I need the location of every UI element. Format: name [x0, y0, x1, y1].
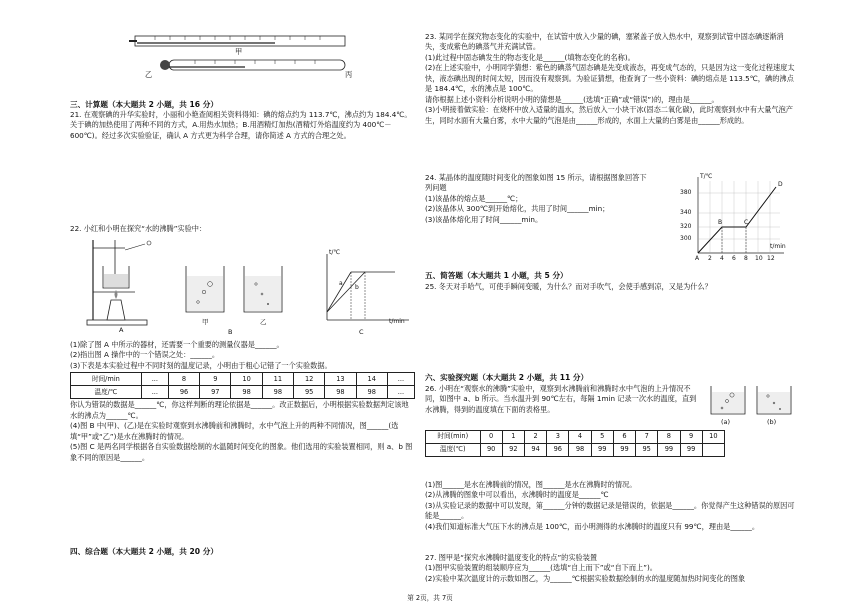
- question-25: [425, 282, 795, 292]
- question-22-parts: [70, 340, 415, 463]
- question-26: [425, 384, 700, 415]
- section-4-title: 四、综合题（本大题共 2 小题，共 20 分）: [70, 547, 218, 556]
- table-cell: 97: [200, 386, 231, 399]
- table-cell: 7: [636, 431, 658, 444]
- table-cell: 98: [325, 386, 356, 399]
- table-cell: 5: [591, 431, 613, 444]
- table-cell: 14: [356, 373, 387, 386]
- question-text: 冬天对手哈气，可使手瞬间变暖，为什么？而对手吹气，会使手感到凉，又是为什么？: [438, 282, 712, 291]
- graph-xlabel: t/min: [770, 243, 786, 250]
- table-cell: 2: [524, 431, 546, 444]
- graph-xtick: 2: [708, 255, 712, 262]
- q26-part-2: (2)从沸腾的图象中可以看出，水沸腾时的温度是______℃: [425, 490, 609, 500]
- table-cell: ...: [387, 386, 414, 399]
- table-cell: 13: [325, 373, 356, 386]
- question-number: 23.: [425, 32, 437, 41]
- table-cell: 9: [680, 431, 702, 444]
- q23-part-2b: 请你根据上述小资料分析说明小明的猜想是______(选填“正确”或“错误”)的，理由是______。: [425, 94, 719, 104]
- q23-part-2: (2)在上述实验中，小明同学猜想：紫色的碘蒸气固态碘是先变成液态，再变成气态的，只是因为这一变化过程速度太快，液态碘出现的时间太短，因而没有观察到。为验证猜想，他查询了一些小资料：碘的熔点是 113.5℃，碘的沸点是 184.4℃，水的沸点是 100℃。: [425, 63, 795, 94]
- table-cell: ...: [141, 386, 168, 399]
- graph-point-c: C: [744, 219, 749, 226]
- table-cell: 1: [502, 431, 524, 444]
- table-cell: ...: [141, 373, 168, 386]
- question-number: 27.: [425, 553, 437, 562]
- section-5-title: 五、简答题（本大题共 1 小题，共 5 分）: [425, 271, 568, 280]
- q24-graph: [680, 173, 792, 265]
- graph-c-point-b: b: [355, 284, 359, 291]
- table-row: [426, 444, 725, 457]
- right-column: [425, 0, 795, 608]
- q26-data-table: [425, 430, 725, 457]
- question-number: 26.: [425, 384, 437, 393]
- graph-xtick: 6: [732, 255, 736, 262]
- question-text: 小明在“观察水的沸腾”实验中，观察到水沸腾前和沸腾时水中气泡的上升情况不同，如图中 a、b 所示。当水温升到 90℃左右，每隔 1min 记录一次水的温度，直到水沸腾，得到的温度填在下面的表格里。: [425, 384, 697, 414]
- thermometer-label-b: 乙: [145, 70, 153, 79]
- question-number: 22.: [70, 224, 82, 233]
- q24-part-2: (2)该晶体从 300℃到开始熔化，共用了时间______min；: [425, 204, 610, 214]
- question-text: 在观察碘的升华实验时，小丽和小艳查阅相关资料得知：碘的熔点约为 113.7℃，沸点约为 184.4℃。关于碘的加热使用了两种不同的方式，A.用热水加热；B.用酒精灯加热(酒精灯外焰温度约为 400℃－600℃)。经过多次实验验证，确认 A 方式更为科学合理，请你简述 A 方式的合理之处。: [70, 110, 412, 140]
- q26-beakers: [707, 384, 795, 428]
- table-cell: 3: [547, 431, 569, 444]
- figure-c-label: C: [359, 328, 364, 336]
- table-cell: 98: [569, 444, 591, 457]
- table-cell: 时间/min: [71, 373, 142, 386]
- thermometer-label-a: 甲: [235, 47, 243, 56]
- table-cell: 10: [231, 373, 262, 386]
- table-cell: 11: [262, 373, 293, 386]
- graph-point-b: B: [718, 219, 723, 226]
- q24-part-1: (1)该晶体的熔点是______℃；: [425, 193, 523, 203]
- table-cell: 94: [524, 444, 546, 457]
- table-cell: 99: [591, 444, 613, 457]
- table-cell: 8: [658, 431, 680, 444]
- left-column: [70, 0, 415, 608]
- section-6-title: 六、实验探究题（本大题共 2 小题，共 11 分）: [425, 373, 589, 382]
- q26-part-3: (3)从实验记录的数据中可以发现，第______分钟的数据记录是错误的，依据是______。你觉得产生这种错误的原因可能是______。: [425, 500, 795, 521]
- question-text: 小红和小明在探究“水的沸腾”实验中：: [83, 224, 207, 233]
- graph-ytick: 380: [680, 189, 692, 196]
- fig-label-b: (b): [767, 418, 777, 426]
- graph-ytick: 300: [680, 235, 692, 242]
- graph-xtick: 8: [744, 255, 748, 262]
- graph-point-d: D: [778, 181, 783, 188]
- q26-part-4: (4)我们知道标准大气压下水的沸点是 100℃，而小明测得的水沸腾时的温度只有 99℃，理由是______。: [425, 521, 760, 531]
- table-cell: 6: [613, 431, 635, 444]
- table-cell: 温度(℃): [426, 444, 481, 457]
- table-cell: 95: [636, 444, 658, 457]
- graph-c-xlabel: t/min: [389, 318, 405, 325]
- table-cell: 温度/℃: [71, 386, 142, 399]
- question-24: [425, 173, 650, 225]
- table-cell: 96: [547, 444, 569, 457]
- question-number: 25.: [425, 282, 437, 291]
- question-text: 图甲是“探究水沸腾时温度变化的特点”的实验装置: [438, 553, 598, 562]
- thermometer-label-c: 丙: [345, 70, 353, 79]
- question-text: 某晶体的温度随时间变化的图象如图 15 所示，请根据图象回答下列问题: [425, 173, 647, 193]
- q24-part-3: (3)该晶体熔化用了时间______min。: [425, 214, 543, 224]
- figure-b-label: B: [228, 328, 233, 336]
- q22-data-table: [70, 372, 415, 399]
- beaker-label-jia: 甲: [202, 318, 209, 326]
- table-cell: 92: [502, 444, 524, 457]
- graph-xtick: 12: [767, 255, 775, 262]
- table-cell: 10: [702, 431, 724, 444]
- figure-a-label: A: [119, 326, 124, 334]
- table-cell: 99: [680, 444, 702, 457]
- q22-part-5: (5)图 C 是两名同学根据各自实验数据绘制的水温随时间变化的图象。他们选用的实验装置相同，则 a、b 图象不同的原因是______。: [70, 442, 413, 462]
- question-21: [70, 110, 415, 141]
- table-cell: 99: [613, 444, 635, 457]
- table-row: [426, 431, 725, 444]
- question-27: [425, 553, 795, 584]
- q22-part-3: (3)下表是本实验过程中不同时刻的温度记录，小明由于粗心记错了一个实验数据。: [70, 360, 332, 370]
- table-row: [71, 373, 415, 386]
- q22-part-3b: 你认为错误的数据是______℃，你这样判断的理论依据是______。改正数据后，小明根据实验数据判定该地水的沸点为______℃。: [70, 400, 409, 420]
- graph-xtick: 10: [755, 255, 763, 262]
- q23-part-1: (1)此过程中固态碘发生的物态变化是______(填物态变化的名称)。: [425, 52, 635, 62]
- table-cell: 8: [168, 373, 199, 386]
- fig-label-a: (a): [721, 418, 731, 426]
- table-cell: 98: [356, 386, 387, 399]
- table-cell: 98: [262, 386, 293, 399]
- question-26-parts: [425, 480, 795, 532]
- table-cell: 时间(min): [426, 431, 481, 444]
- table-row: [71, 386, 415, 399]
- q22-part-1: (1)除了图 A 中所示的器材，还需要一个重要的测量仪器是______。: [70, 340, 284, 349]
- question-text: 某同学在探究物态变化的实验中，在试管中放入少量的碘，塞紧盖子放入热水中，观察到试管中固态碘逐渐消失，变成紫色的碘蒸气并充满试管。: [425, 32, 784, 52]
- figure-b-beakers: [182, 262, 292, 338]
- table-cell: ...: [387, 373, 414, 386]
- q22-part-2: (2)指出图 A 操作中的一个错误之处：______。: [70, 350, 220, 360]
- table-cell: 95: [294, 386, 325, 399]
- table-cell: 12: [294, 373, 325, 386]
- graph-ytick: 340: [680, 209, 692, 216]
- table-cell: 99: [658, 444, 680, 457]
- table-cell: 96: [168, 386, 199, 399]
- question-number: 24.: [425, 173, 437, 182]
- q26-part-1: (1)图______是水在沸腾前的情况，图______是水在沸腾时的情况。: [425, 480, 637, 489]
- graph-ytick: 320: [680, 223, 692, 230]
- question-22-intro: [70, 224, 415, 234]
- section-3-title: 三、计算题（本大题共 2 小题，共 16 分）: [70, 100, 218, 109]
- figure-a-apparatus: [85, 236, 165, 338]
- q27-part-2: (2)实验中某次温度计的示数如图乙，为______℃根据实验数据绘制的水的温度随加热时间变化的图象: [425, 573, 746, 583]
- table-cell: 98: [231, 386, 262, 399]
- table-cell: 9: [200, 373, 231, 386]
- question-number: 21.: [70, 110, 82, 119]
- q27-part-1: (1)图甲实验装置的组装顺序应为______(选填“自上而下”或“自下而上”)。: [425, 563, 657, 573]
- graph-xtick: 4: [720, 255, 724, 262]
- figure-c-graph: [315, 250, 415, 338]
- page-footer: 第 2页，共 7页: [407, 594, 453, 603]
- thermometers-figure: [125, 30, 355, 82]
- table-cell: 0: [480, 431, 502, 444]
- table-cell: [702, 444, 724, 457]
- question-23: [425, 32, 795, 126]
- q22-part-4: (4)图 B 中(甲)、(乙)是在实验时观察到水沸腾前和沸腾时，水中气泡上升的两种不同情况，图______(选填“甲”或“乙”)是水在沸腾时的情况。: [70, 421, 399, 441]
- graph-c-point-a: a: [339, 280, 343, 287]
- graph-xtick: A: [695, 255, 700, 262]
- table-cell: 4: [569, 431, 591, 444]
- beaker-label-yi: 乙: [260, 318, 267, 326]
- table-cell: 90: [480, 444, 502, 457]
- q23-part-3: (3)小明接着做实验：在烧杯中放入适量的温水，然后放入一小块干冰(固态二氧化碳)，此时观察到水中有大量气泡产生，同时水面有大量白雾，水中大量的气泡是由______形成的，水面上大量的白雾是由______形成的。: [425, 105, 793, 125]
- graph-c-ylabel: t/℃: [329, 249, 341, 256]
- graph-ylabel: T/℃: [700, 173, 713, 180]
